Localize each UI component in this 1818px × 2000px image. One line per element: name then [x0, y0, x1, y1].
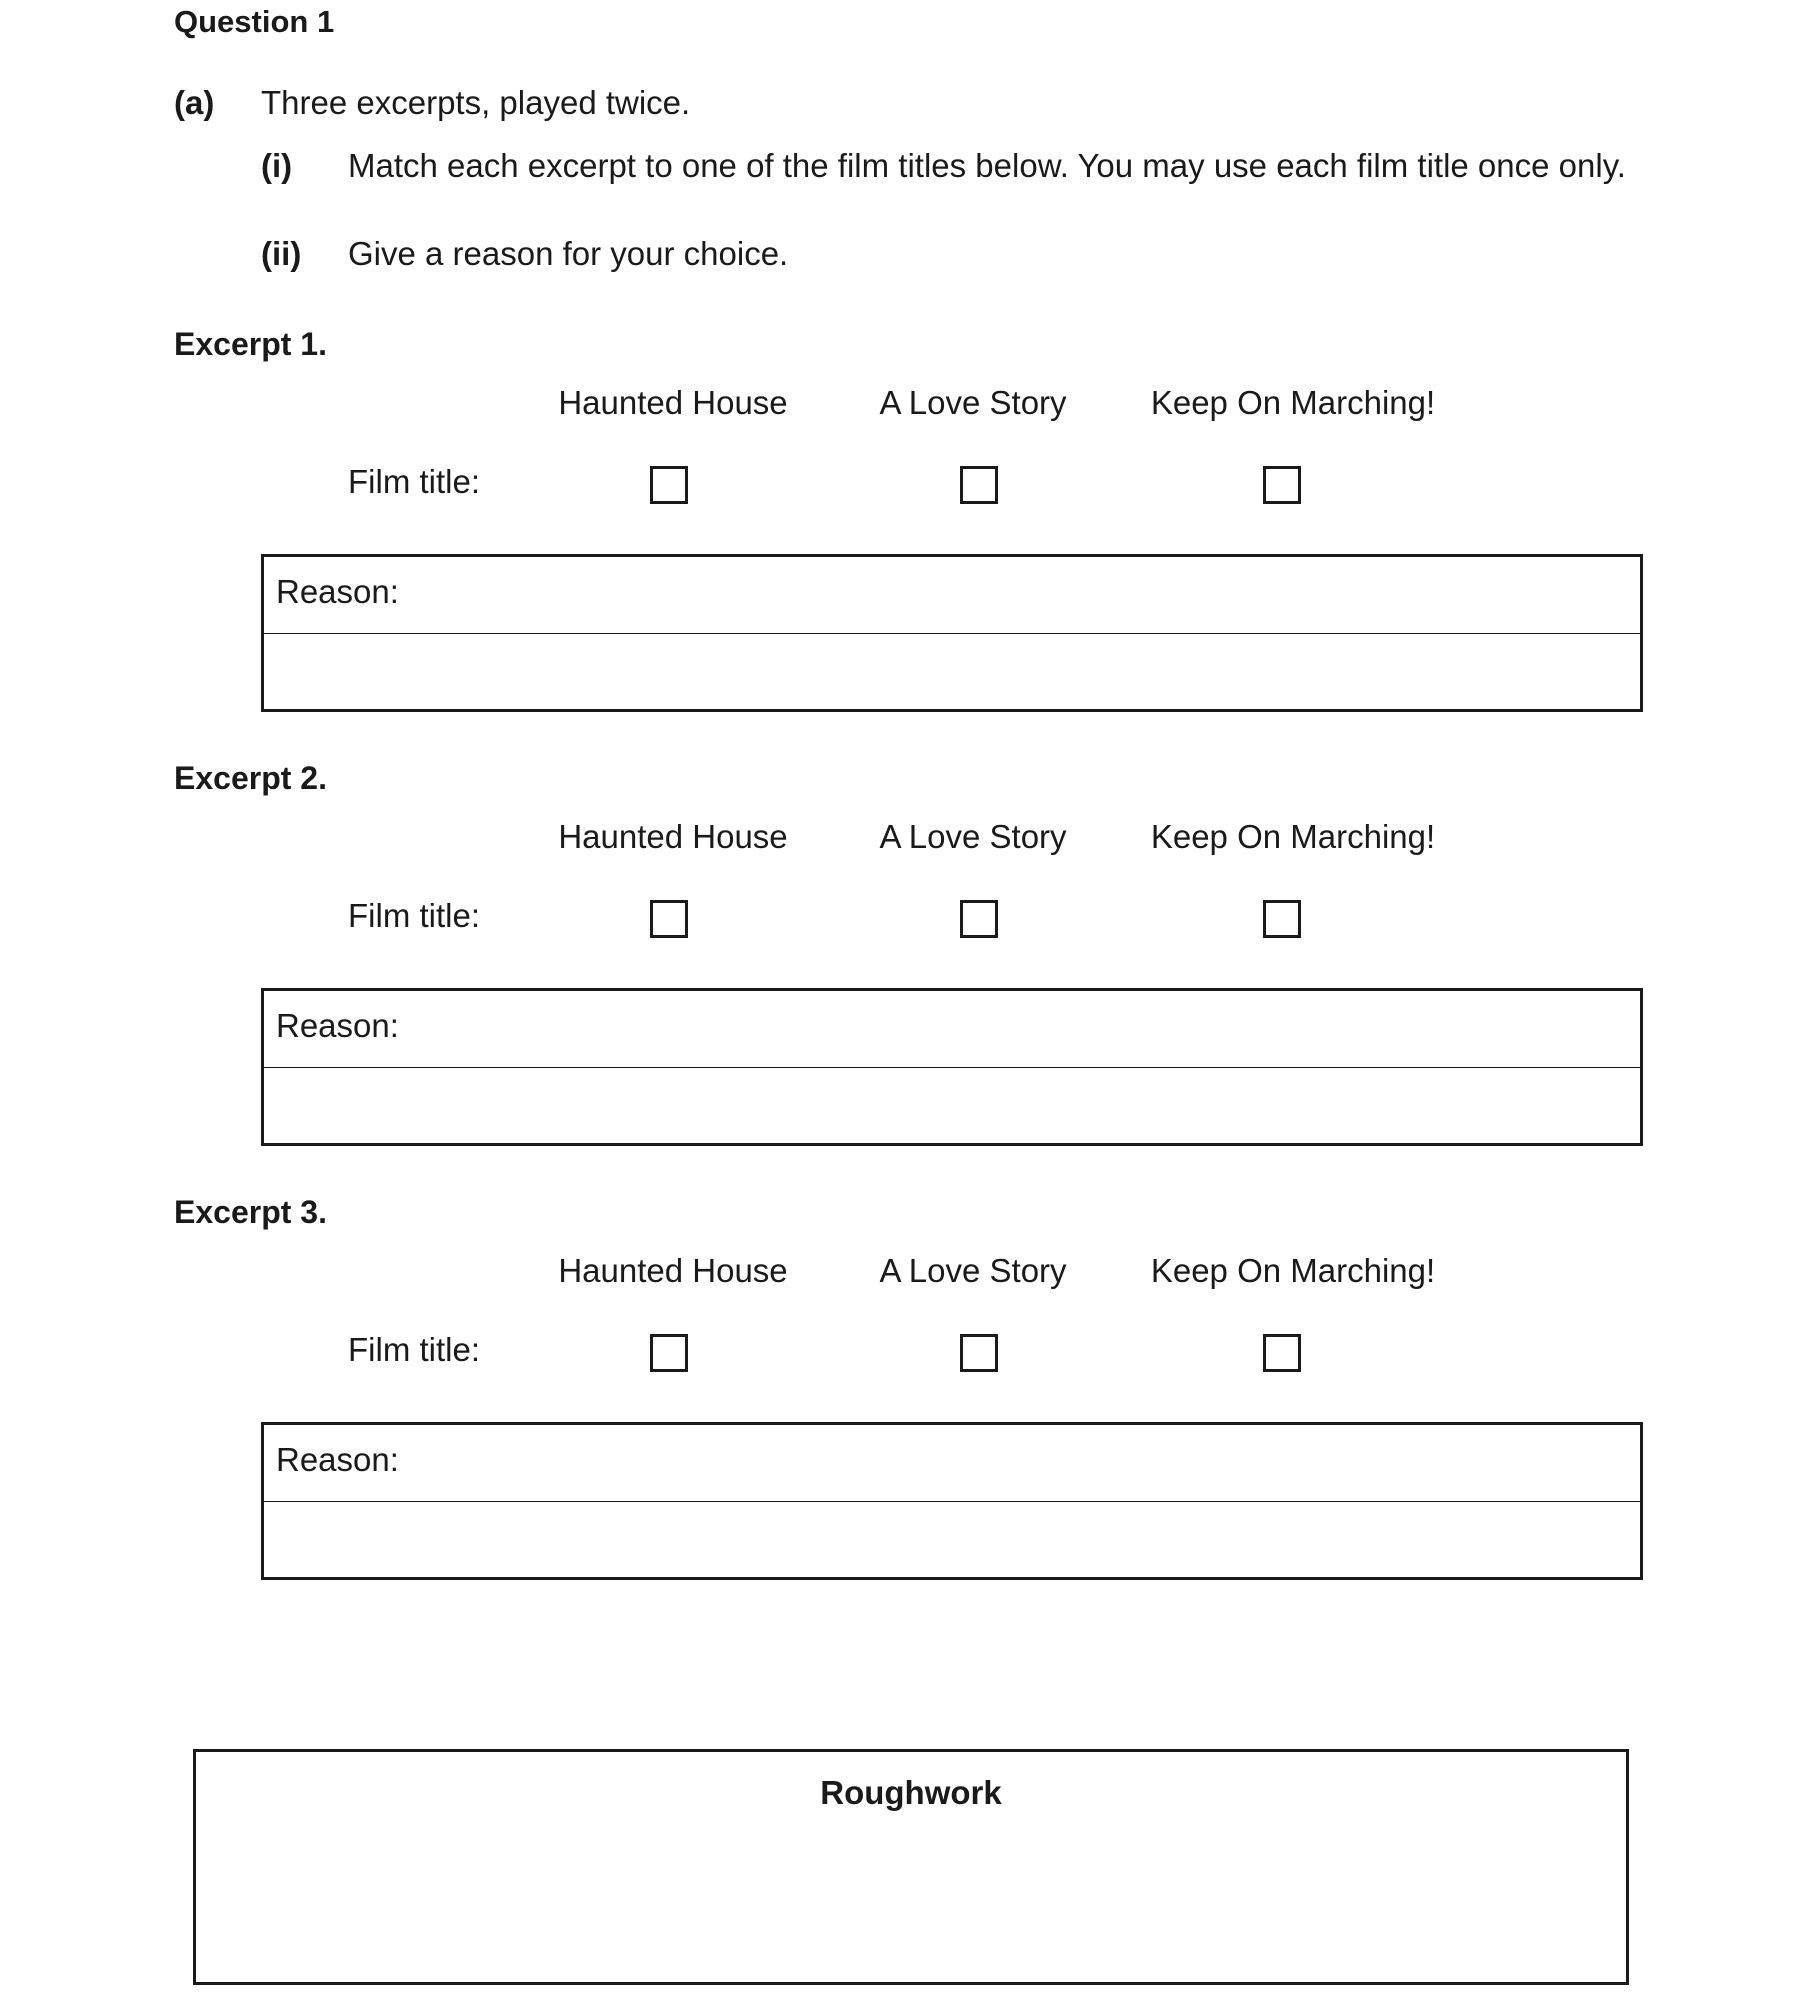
- reason-divider: [264, 633, 1640, 634]
- part-a-label: (a): [174, 84, 215, 121]
- checkbox-love-story[interactable]: [960, 900, 998, 938]
- checkbox-love-story[interactable]: [960, 1334, 998, 1372]
- roughwork-title: Roughwork: [820, 1774, 1002, 1811]
- film-option-haunted-house: Haunted House: [558, 1252, 788, 1289]
- film-title-label: Film title:: [348, 897, 480, 934]
- checkbox-haunted-house[interactable]: [650, 900, 688, 938]
- reason-divider: [264, 1067, 1640, 1068]
- reason-box: [261, 1422, 1643, 1580]
- question-title: Question 1: [174, 4, 335, 39]
- excerpt-label: Excerpt 3.: [174, 1194, 327, 1230]
- checkbox-love-story[interactable]: [960, 466, 998, 504]
- reason-answer-field[interactable]: [264, 1069, 1640, 1143]
- part-ii-text: Give a reason for your choice.: [348, 235, 789, 272]
- part-i-label: (i): [261, 147, 293, 184]
- reason-box: [261, 554, 1643, 712]
- film-option-keep-on-marching: Keep On Marching!: [1150, 818, 1436, 855]
- film-title-label: Film title:: [348, 1331, 480, 1368]
- film-option-haunted-house: Haunted House: [558, 384, 788, 421]
- checkbox-keep-on-marching[interactable]: [1263, 1334, 1301, 1372]
- checkbox-keep-on-marching[interactable]: [1263, 900, 1301, 938]
- film-option-keep-on-marching: Keep On Marching!: [1150, 1252, 1436, 1289]
- film-title-label: Film title:: [348, 463, 480, 500]
- excerpt-1-section: [0, 326, 1818, 746]
- film-option-love-story: A Love Story: [879, 384, 1067, 421]
- reason-box: [261, 988, 1643, 1146]
- excerpt-label: Excerpt 1.: [174, 326, 327, 362]
- reason-answer-field[interactable]: [264, 635, 1640, 709]
- excerpt-2-section: [0, 760, 1818, 1180]
- checkbox-haunted-house[interactable]: [650, 466, 688, 504]
- roughwork-box[interactable]: [193, 1749, 1629, 1985]
- part-ii-label: (ii): [261, 235, 302, 272]
- reason-answer-field[interactable]: [264, 1503, 1640, 1577]
- part-i-text: Match each excerpt to one of the film titles below. You may use each film title once only.: [348, 147, 1626, 184]
- reason-label: Reason:: [276, 1441, 399, 1478]
- film-option-love-story: A Love Story: [879, 818, 1067, 855]
- reason-label: Reason:: [276, 573, 399, 610]
- reason-divider: [264, 1501, 1640, 1502]
- part-a-text: Three excerpts, played twice.: [261, 84, 691, 121]
- excerpt-label: Excerpt 2.: [174, 760, 327, 796]
- reason-label: Reason:: [276, 1007, 399, 1044]
- checkbox-keep-on-marching[interactable]: [1263, 466, 1301, 504]
- film-option-love-story: A Love Story: [879, 1252, 1067, 1289]
- film-option-haunted-house: Haunted House: [558, 818, 788, 855]
- film-option-keep-on-marching: Keep On Marching!: [1150, 384, 1436, 421]
- excerpt-3-section: [0, 1194, 1818, 1614]
- checkbox-haunted-house[interactable]: [650, 1334, 688, 1372]
